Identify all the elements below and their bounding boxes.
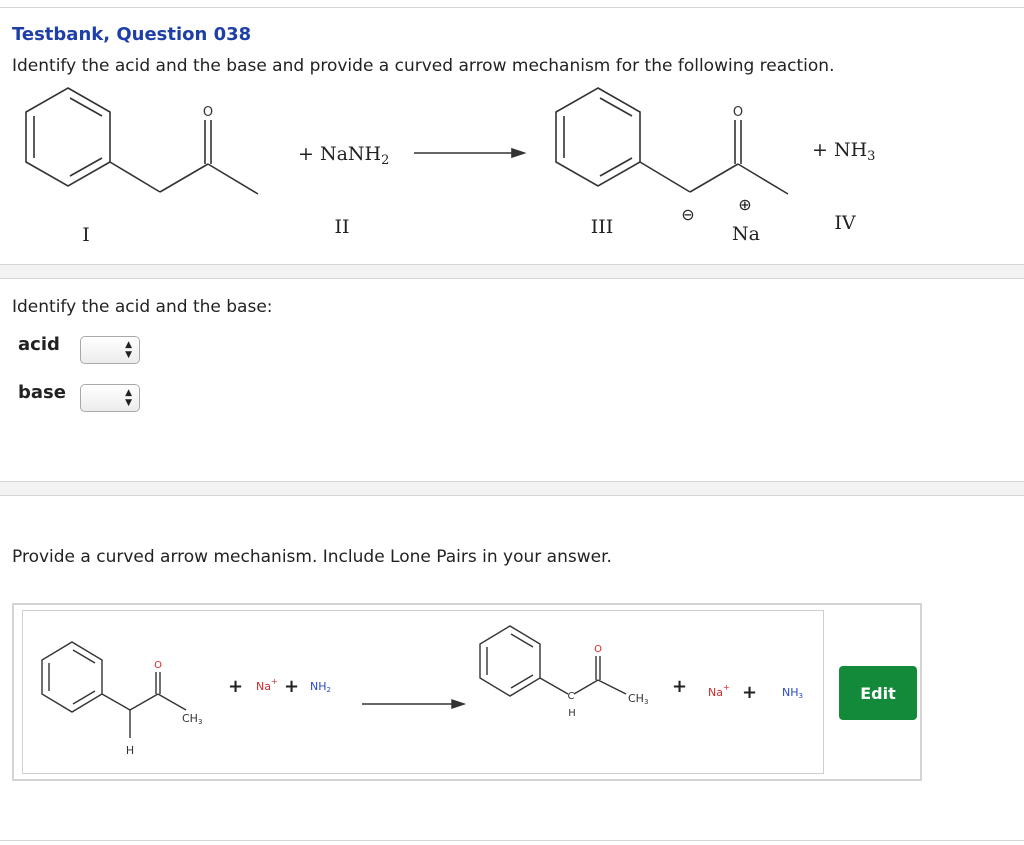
- identify-prompt: Identify the acid and the base:: [12, 297, 273, 317]
- section-divider-1: [0, 264, 1024, 279]
- top-divider: [0, 7, 1024, 8]
- mech-h-right: H: [568, 708, 576, 719]
- reagent-nanh2: + NaNH$_2$: [298, 143, 390, 168]
- mech-plus-4: +: [742, 682, 758, 703]
- section-divider-2: [0, 481, 1024, 496]
- mech-ammonia: NH3: [782, 686, 803, 700]
- up-down-arrows-icon: ▲ ▼: [125, 340, 132, 360]
- cation-charge-icon: ⊕: [738, 195, 752, 214]
- up-down-arrows-icon: ▲ ▼: [125, 388, 132, 408]
- label-II: II: [334, 216, 350, 238]
- mech-oxygen-right: O: [594, 644, 602, 655]
- acid-label: acid: [18, 334, 60, 355]
- mech-oxygen-left: O: [154, 660, 162, 671]
- mech-sodium-left: Na+: [256, 677, 278, 693]
- base-select[interactable]: [80, 384, 140, 412]
- label-IV: IV: [834, 212, 856, 234]
- mech-amide: NH2: [310, 680, 331, 694]
- edit-button[interactable]: Edit: [839, 666, 917, 720]
- acid-select[interactable]: [80, 336, 140, 364]
- anion-charge-icon: ⊖: [681, 205, 695, 224]
- label-III: III: [590, 216, 614, 238]
- mech-plus-2: +: [284, 676, 300, 697]
- sodium-counterion: Na: [732, 223, 760, 245]
- mech-plus-3: +: [672, 676, 688, 697]
- base-label: base: [18, 382, 66, 403]
- mech-carbon-right: C: [567, 691, 575, 702]
- mechanism-prompt: Provide a curved arrow mechanism. Include Lone Pairs in your answer.: [12, 547, 612, 567]
- mech-sodium-right: Na+: [708, 683, 730, 699]
- carbonyl-oxygen-III: O: [732, 105, 744, 120]
- carbonyl-oxygen-I: O: [202, 105, 214, 120]
- mech-ch3-right: CH3: [628, 692, 649, 706]
- bottom-divider: [0, 840, 1024, 841]
- question-instruction: Identify the acid and the base and provide a curved arrow mechanism for the following reaction.: [12, 56, 835, 76]
- question-title: Testbank, Question 038: [12, 24, 252, 45]
- label-I: I: [82, 224, 90, 246]
- mech-ch3-left: CH3: [182, 712, 203, 726]
- mech-plus-1: +: [228, 676, 244, 697]
- mech-h-left: H: [125, 744, 135, 757]
- product-nh3: + $NH_3$: [812, 139, 876, 164]
- reaction-scheme: [0, 80, 1024, 280]
- mechanism-drawing: [22, 610, 824, 774]
